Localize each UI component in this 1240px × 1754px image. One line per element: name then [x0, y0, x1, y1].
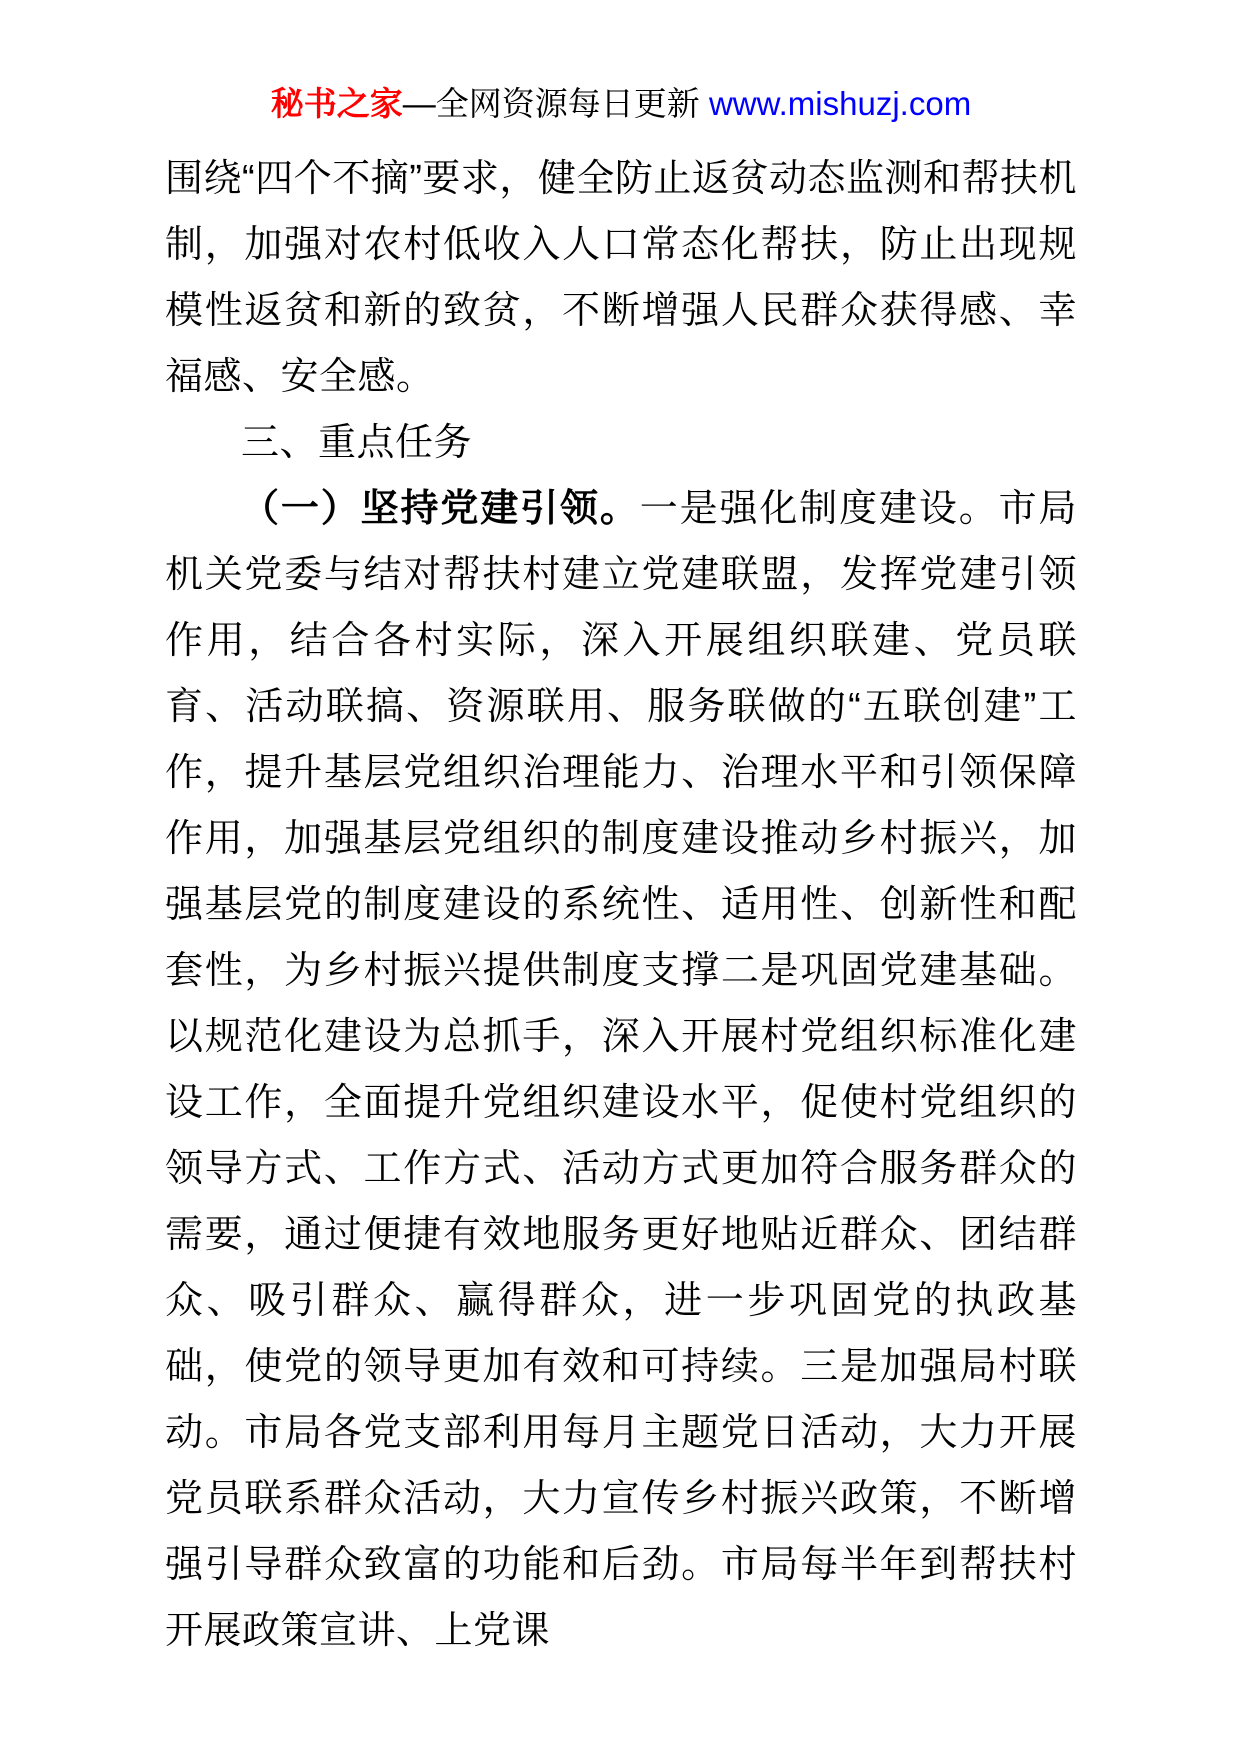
section-heading [165, 410, 1077, 476]
site-url-link[interactable]: www.mishuzj.com [708, 85, 972, 122]
header-banner [165, 82, 1077, 126]
subsection-body-text: 一是强化制度建设。市局机关党委与结对帮扶村建立党建联盟，发挥党建引领作用，结合各村实际，深入开展组织联建、党员联育、活动联搞、资源联用、服务联做的“五联创建”工作，提升基层党组织治理能力、治理水平和引领保障作用，加强基层党组织的制度建设推动乡村振兴，加强基层党的制度建设的系统性、适用性、创新性和配套性，为乡村振兴提供制度支撑二是巩固党建基础。以规范化建设为总抓手，深入开展村党组织标准化建设工作，全面提升党组织建设水平，促使村党组织的领导方式、工作方式、活动方式更加符合服务群众的需要，通过便捷有效地服务更好地贴近群众、团结群众、吸引群众、赢得群众，进一步巩固党的执政基础，使党的领导更加有效和可持续。三是加强局村联动。市局各党支部利用每月主题党日活动，大力开展党员联系群众活动，大力宣传乡村振兴政策，不断增强引导群众致富的功能和后劲。市局每半年到帮扶村开展政策宣讲、上党课 [165, 488, 1077, 1652]
document-body [165, 146, 1077, 1664]
subsection-title: （一）坚持党建引领。 [241, 488, 640, 530]
site-brand: 秘书之家 [270, 85, 403, 122]
paragraph-text: 围绕“四个不摘”要求，健全防止返贫动态监测和帮扶机制，加强对农村低收入人口常态化帮扶，防止出现规模性返贫和新的致贫，不断增强人民群众获得感、幸福感、安全感。 [165, 158, 1077, 398]
paragraph-continuation [165, 146, 1077, 410]
header-tagline: —全网资源每日更新 [402, 85, 709, 122]
section-heading-text: 三、重点任务 [241, 422, 473, 464]
subsection-paragraph [165, 476, 1077, 1664]
